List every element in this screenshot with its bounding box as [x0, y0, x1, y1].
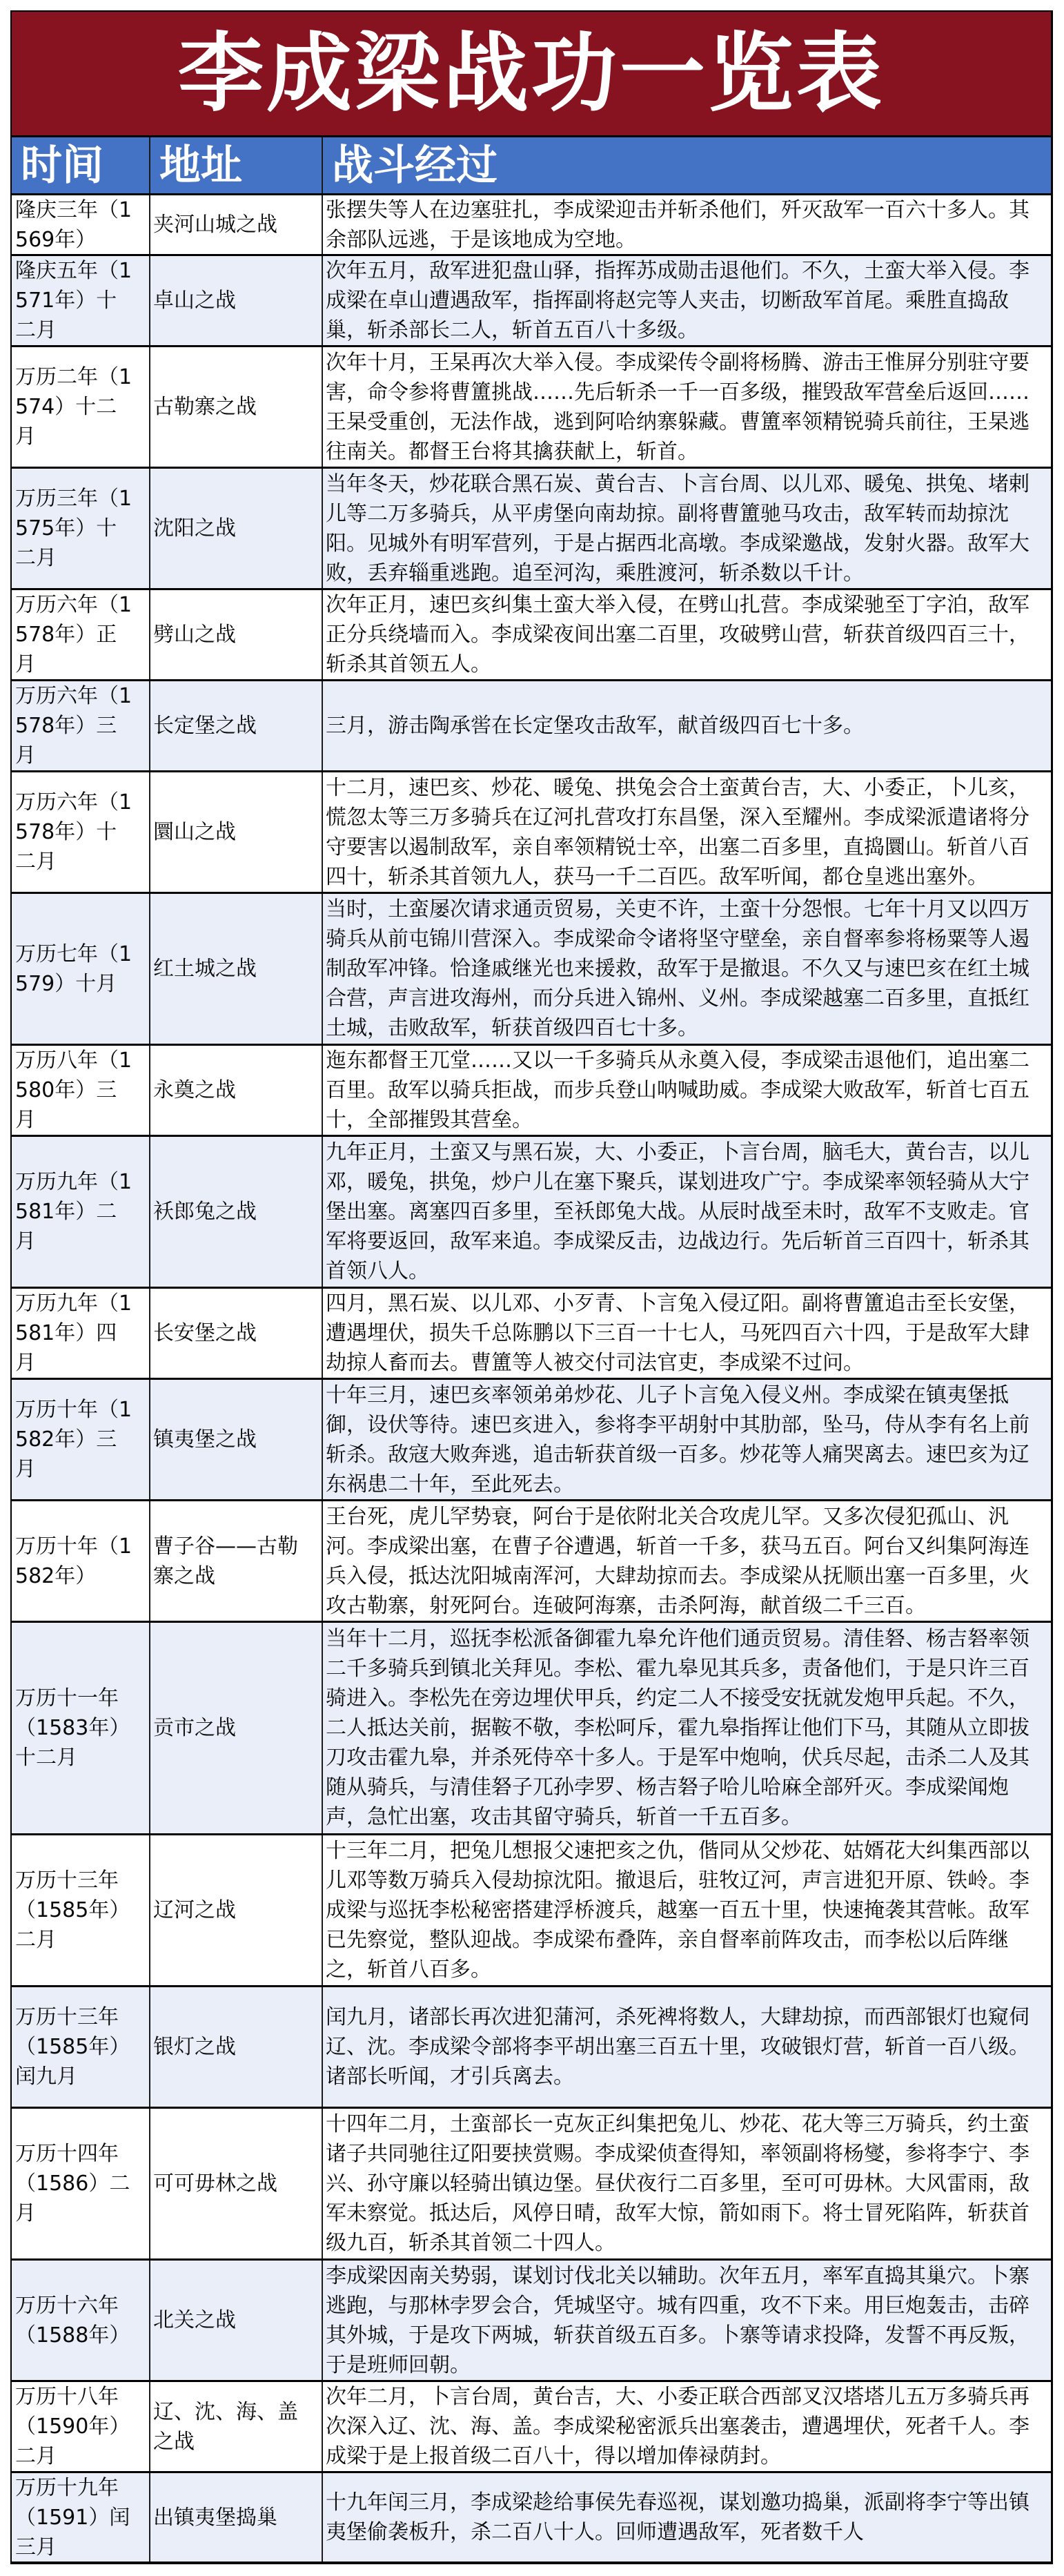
battle-time-cell — [12, 2382, 149, 2471]
battle-time-cell — [12, 1380, 149, 1499]
battle-detail-cell — [322, 590, 1051, 679]
battle-place-cell — [149, 2261, 322, 2380]
battle-time: 隆庆三年（1569年） — [15, 197, 132, 252]
battle-time: 万历十年（1582年） — [15, 1534, 132, 1588]
battle-time: 万历十三年（1585年）闰九月 — [15, 2005, 130, 2089]
battle-time: 万历九年（1581年）四月 — [15, 1291, 132, 1375]
battle-detail: 三月，游击陶承喾在长定堡攻击敌军，献首级四百七十多。 — [326, 714, 864, 738]
battle-detail-cell — [322, 1835, 1051, 1985]
battle-detail: 十九年闰三月，李成梁趁给事侯先春巡视，谋划邀功捣巢，派副将李宁等出镇夷堡偷袭板升，杀二百八十人。回师遭遇敌军，死者数千人 — [326, 2490, 1029, 2544]
battle-time-cell — [12, 681, 149, 770]
battle-detail-cell — [322, 347, 1051, 467]
battle-detail: 十二月，速巴亥、炒花、暖兔、拱兔会合土蛮黄台吉，大、小委正，卜儿亥，慌忽太等三万多骑兵在辽河扎营攻打东昌堡，深入至耀州。李成梁派遣诸将分守要害以遏制敌军，亲自率领精锐士卒，出塞二百多里，直捣圜山。斩首八百四十，斩杀其首领九人，获马一千二百匹。敌军听闻，都仓皇逃出塞外。 — [326, 775, 1029, 889]
battle-time-cell — [12, 590, 149, 679]
battle-row — [12, 590, 1051, 681]
battle-row — [12, 2473, 1051, 2564]
battle-place-cell — [149, 1987, 322, 2107]
battle-detail-cell — [322, 681, 1051, 770]
column-header-place: 地址 — [149, 137, 322, 193]
battle-place-cell — [149, 256, 322, 345]
battle-place: 北关之战 — [153, 2308, 236, 2332]
battle-place-cell — [149, 1289, 322, 1378]
battle-row — [12, 256, 1051, 347]
battle-detail: 次年正月，速巴亥纠集土蛮大举入侵，在劈山扎营。李成梁驰至丁字泊，敌军正分兵绕墙而入。李成梁夜间出塞二百里，攻破劈山营，斩获首级四百三十，斩杀其首领五人。 — [326, 593, 1029, 676]
battle-detail: 次年二月，卜言台周，黄台吉，大、小委正联合西部叉汉塔塔儿五万多骑兵再次深入辽、沈、海、盖。李成梁秘密派兵出塞袭击，遭遇埋伏，死者千人。李成梁于是上报首级二百八十，得以增加俸禄荫封。 — [326, 2385, 1029, 2468]
battle-time: 万历十年（1582年）三月 — [15, 1398, 132, 1481]
battle-place-cell — [149, 1835, 322, 1985]
battle-time: 万历八年（1580年）三月 — [15, 1048, 132, 1132]
battle-time-cell — [12, 256, 149, 345]
battle-place: 长安堡之战 — [153, 1321, 257, 1345]
table-header-row — [12, 137, 1051, 195]
battle-time: 万历六年（1578年）正月 — [15, 593, 132, 676]
battle-time: 万历十一年（1583年）十二月 — [15, 1686, 130, 1770]
battle-place-cell — [149, 195, 322, 254]
battle-row — [12, 772, 1051, 894]
battle-detail: 十年三月，速巴亥率领弟弟炒花、儿子卜言兔入侵义州。李成梁在镇夷堡抵御，设伏等待。速巴亥进入，参将李平胡射中其肋部，坠马，侍从李有名上前斩杀。敌寇大败奔逃，追击斩获首级一百多。炒花等人痛哭离去。速巴亥为辽东祸患二十年，至此死去。 — [326, 1383, 1029, 1496]
battle-time-cell — [12, 469, 149, 588]
battle-time: 万历十三年（1585年）二月 — [15, 1868, 130, 1952]
battle-detail: 王台死，虎儿罕势衰，阿台于是依附北关合攻虎儿罕。又多次侵犯孤山、汎河。李成梁出塞，在曹子谷遭遇，斩首一千多，获马五百。阿台又纠集阿海连兵入侵，抵达沈阳城南浑河，大肆劫掠而去。李成梁从抚顺出塞一百多里，火攻古勒寨，射死阿台。连破阿海寨，击杀阿海，献首级二千三百。 — [326, 1504, 1029, 1618]
battle-place-cell — [149, 469, 322, 588]
battle-time-cell — [12, 1501, 149, 1621]
battle-time-cell — [12, 2473, 149, 2562]
battle-detail-cell — [322, 256, 1051, 345]
battle-time: 隆庆五年（1571年）十二月 — [15, 259, 132, 342]
battle-place: 古勒寨之战 — [153, 395, 257, 419]
battle-detail-cell — [322, 772, 1051, 892]
battle-place: 袄郎兔之战 — [153, 1200, 257, 1224]
battle-place-cell — [149, 1380, 322, 1499]
battle-place-cell — [149, 772, 322, 892]
battle-time: 万历七年（1579）十月 — [15, 941, 132, 996]
battle-time: 万历十四年（1586）二月 — [15, 2142, 130, 2225]
battle-time-cell — [12, 195, 149, 254]
battle-detail: 李成梁因南关势弱，谋划讨伐北关以辅助。次年五月，率军直捣其巢穴。卜寨逃跑，与那林孛罗会合，凭城坚守。城有四重，攻不下来。用巨炮轰击，击碎其外城，于是攻下两城，斩获首级五百多。卜寨等请求投降，发誓不再反叛，于是班师回朝。 — [326, 2263, 1029, 2377]
battle-time-cell — [12, 1046, 149, 1135]
battle-time-cell — [12, 2109, 149, 2258]
battle-detail: 闰九月，诸部长再次进犯蒲河，杀死裨将数人，大肆劫掠，而西部银灯也窥伺辽、沈。李成梁令部将李平胡出塞三百五十里，攻破银灯营，斩首一百八级。诸部长听闻，才引兵离去。 — [326, 2005, 1029, 2089]
battle-row — [12, 347, 1051, 469]
battle-place: 红土城之战 — [153, 957, 257, 981]
battle-detail-cell — [322, 1623, 1051, 1833]
battle-detail: 当年冬天，炒花联合黑石炭、黄台吉、卜言台周、以儿邓、暖兔、拱兔、堵剌儿等二万多骑兵，从平虏堡向南劫掠。副将曹簠驰马攻击，敌军转而劫掠沈阳。见城外有明军营列，于是占据西北高墩。李成梁邀战，发射火器。敌军大败，丢弃辎重逃跑。追至河沟，乘胜渡河，斩杀数以千计。 — [326, 471, 1029, 585]
battle-place: 辽河之战 — [153, 1898, 236, 1922]
battle-detail: 当年十二月，巡抚李松派备御霍九皋允许他们通贡贸易。清佳砮、杨吉砮率领二千多骑兵到镇北关拜见。李松、霍九皋见其兵多，责备他们，于是只许三百骑进入。李松先在旁边埋伏甲兵，约定二人不接受安抚就发炮甲兵起。不久，二人抵达关前，据鞍不敬，李松呵斥，霍九皋指挥让他们下马，其随从立即拔刀攻击霍九皋，并杀死侍卒十多人。于是军中炮响，伏兵尽起，击杀二人及其随从骑兵，与清佳砮子兀孙孛罗、杨吉砮子哈儿哈麻全部歼灭。李成梁闻炮声，急忙出塞，攻击其留守骑兵，斩首一千五百多。 — [326, 1627, 1029, 1829]
battle-detail: 次年五月，敌军进犯盘山驿，指挥苏成勋击退他们。不久，土蛮大举入侵。李成梁在卓山遭遇敌军，指挥副将赵完等人夹击，切断敌军首尾。乘胜直捣敌巢，斩杀部长二人，斩首五百八十多级。 — [326, 259, 1029, 342]
battle-row — [12, 681, 1051, 772]
battle-detail: 十三年二月，把兔儿想报父速把亥之仇，偕同从父炒花、姑婿花大纠集西部以儿邓等数万骑兵入侵劫掠沈阳。撤退后，驻牧辽河，声言进犯开原、铁岭。李成梁与巡抚李松秘密搭建浮桥渡兵，越塞一百五十里，快速掩袭其营帐。敌军已先察觉，整队迎战。李成梁布叠阵，亲自督率前阵攻击，而李松以后阵继之，斩首八百多。 — [326, 1839, 1029, 1982]
battle-place-cell — [149, 681, 322, 770]
battle-place: 劈山之战 — [153, 623, 236, 647]
battle-place-cell — [149, 2382, 322, 2471]
battle-place: 沈阳之战 — [153, 516, 236, 540]
battle-place-cell — [149, 347, 322, 467]
battle-place-cell — [149, 590, 322, 679]
battle-place: 贡市之战 — [153, 1716, 236, 1740]
battle-place: 长定堡之战 — [153, 714, 257, 738]
battle-time-cell — [12, 347, 149, 467]
battle-place: 银灯之战 — [153, 2035, 236, 2059]
battle-place-cell — [149, 1501, 322, 1621]
battle-place-cell — [149, 2473, 322, 2562]
battle-row — [12, 195, 1051, 256]
battle-place: 可可毋林之战 — [153, 2172, 277, 2196]
battle-place-cell — [149, 894, 322, 1044]
battle-time: 万历十六年（1588年） — [15, 2293, 130, 2348]
battle-detail: 当时，土蛮屡次请求通贡贸易，关吏不许，土蛮十分怨恨。七年十月又以四万骑兵从前屯锦川营深入。李成梁命令诸将坚守壁垒，亲自督率参将杨粟等人遏制敌军冲锋。恰逢戚继光也来援救，敌军于是撤退。不久又与速巴亥在红土城合营，声言进攻海州，而分兵进入锦州、义州。李成梁越塞二百多里，直抵红土城，击败敌军，斩获首级四百七十多。 — [326, 897, 1029, 1040]
battle-detail-cell — [322, 2261, 1051, 2380]
battle-place: 卓山之战 — [153, 289, 236, 313]
battle-place: 圜山之战 — [153, 820, 236, 844]
battle-time: 万历三年（1575年）十二月 — [15, 487, 132, 570]
battle-row — [12, 1380, 1051, 1501]
battle-detail-cell — [322, 1289, 1051, 1378]
battle-row — [12, 1137, 1051, 1289]
battle-detail-cell — [322, 894, 1051, 1044]
battle-row — [12, 1987, 1051, 2109]
battle-detail-cell — [322, 195, 1051, 254]
battle-time-cell — [12, 1623, 149, 1833]
battle-detail-cell — [322, 1380, 1051, 1499]
battle-row — [12, 1046, 1051, 1137]
battle-detail-cell — [322, 1987, 1051, 2107]
battle-place-cell — [149, 1623, 322, 1833]
battle-detail-cell — [322, 2109, 1051, 2258]
battle-time: 万历二年（1574）十二月 — [15, 365, 132, 449]
battle-row — [12, 1501, 1051, 1623]
page-title: 李成梁战功一览表 — [12, 12, 1051, 137]
battle-row — [12, 2109, 1051, 2261]
battle-detail: 次年十月，王杲再次大举入侵。李成梁传令副将杨腾、游击王惟屏分别驻守要害，命令参将曹簠挑战……先后斩杀一千一百多级，摧毁敌军营垒后返回……王杲受重创，无法作战，逃到阿哈纳寨躲藏。曹簠率领精锐骑兵前往，王杲逃往南关。都督王台将其擒获献上，斩首。 — [326, 350, 1029, 464]
battle-detail: 张摆失等人在边塞驻扎，李成梁迎击并斩杀他们，歼灭敌军一百六十多人。其余部队远逃，于是该地成为空地。 — [326, 197, 1029, 252]
battle-place: 出镇夷堡捣巢 — [153, 2505, 277, 2530]
column-header-detail: 战斗经过 — [322, 137, 1051, 193]
battle-time: 万历六年（1578年）三月 — [15, 684, 132, 768]
battle-row — [12, 894, 1051, 1046]
battle-place: 辽、沈、海、盖之战 — [153, 2399, 298, 2454]
battle-detail-cell — [322, 2473, 1051, 2562]
battle-time: 万历九年（1581年）二月 — [15, 1170, 132, 1253]
battle-time-cell — [12, 1137, 149, 1287]
battle-detail-cell — [322, 1501, 1051, 1621]
battle-detail-cell — [322, 1046, 1051, 1135]
battle-detail: 十四年二月，土蛮部长一克灰正纠集把兔儿、炒花、花大等三万骑兵，约土蛮诸子共同驰往辽阳要挟赏赐。李成梁侦查得知，率领副将杨燮，参将李宁、李兴、孙守廉以轻骑出镇边堡。昼伏夜行二百多里，至可可毋林。大风雷雨，敌军未察觉。抵达后，风停日晴，敌军大惊，箭如雨下。将士冒死陷阵，斩获首级九百，斩杀其首领二十四人。 — [326, 2112, 1029, 2255]
battle-time: 万历六年（1578年）十二月 — [15, 790, 132, 874]
battle-time-cell — [12, 1987, 149, 2107]
battle-place: 曹子谷——古勒寨之战 — [153, 1534, 298, 1588]
column-header-time: 时间 — [21, 141, 104, 190]
battle-table — [10, 10, 1053, 2564]
battle-time: 万历十九年（1591）闰三月 — [15, 2475, 130, 2559]
battle-detail: 四月，黑石炭、以儿邓、小歹青、卜言兔入侵辽阳。副将曹簠追击至长安堡，遭遇埋伏，损失千总陈鹏以下三百一十七人，马死四百六十四，于是敌军大肆劫掠人畜而去。曹簠等人被交付司法官吏，李成梁不过问。 — [326, 1291, 1029, 1375]
battle-detail-cell — [322, 2382, 1051, 2471]
battle-time-cell — [12, 772, 149, 892]
battle-place: 镇夷堡之战 — [153, 1427, 257, 1452]
battle-detail-cell — [322, 469, 1051, 588]
battle-place-cell — [149, 1137, 322, 1287]
battle-time-cell — [12, 1835, 149, 1985]
battle-place-cell — [149, 2109, 322, 2258]
battle-detail: 迤东都督王兀堂……又以一千多骑兵从永奠入侵，李成梁击退他们，追出塞二百里。敌军以骑兵拒战，而步兵登山呐喊助威。李成梁大败敌军，斩首七百五十，全部摧毁其营垒。 — [326, 1048, 1029, 1132]
battle-place-cell — [149, 1046, 322, 1135]
battle-time-cell — [12, 1289, 149, 1378]
battle-row — [12, 1623, 1051, 1835]
battle-row — [12, 2261, 1051, 2382]
battle-row — [12, 1835, 1051, 1987]
battle-time: 万历十八年（1590年）二月 — [15, 2385, 130, 2468]
battle-place: 永奠之战 — [153, 1078, 236, 1102]
battle-detail-cell — [322, 1137, 1051, 1287]
battle-row — [12, 1289, 1051, 1380]
battle-row — [12, 469, 1051, 590]
battle-detail: 九年正月，土蛮又与黑石炭，大、小委正，卜言台周，脑毛大，黄台吉，以儿邓，暖兔，拱兔，炒户儿在塞下聚兵，谋划进攻广宁。李成梁率领轻骑从大宁堡出塞。离塞四百多里，至袄郎兔大战。从辰时战至未时，敌军不支败走。官军将要返回，敌军来追。李成梁反击，边战边行。先后斩首三百四十，斩杀其首领八人。 — [326, 1140, 1029, 1283]
battle-time-cell — [12, 894, 149, 1044]
battle-time-cell — [12, 2261, 149, 2380]
battle-row — [12, 2382, 1051, 2473]
battle-place: 夹河山城之战 — [153, 213, 277, 237]
